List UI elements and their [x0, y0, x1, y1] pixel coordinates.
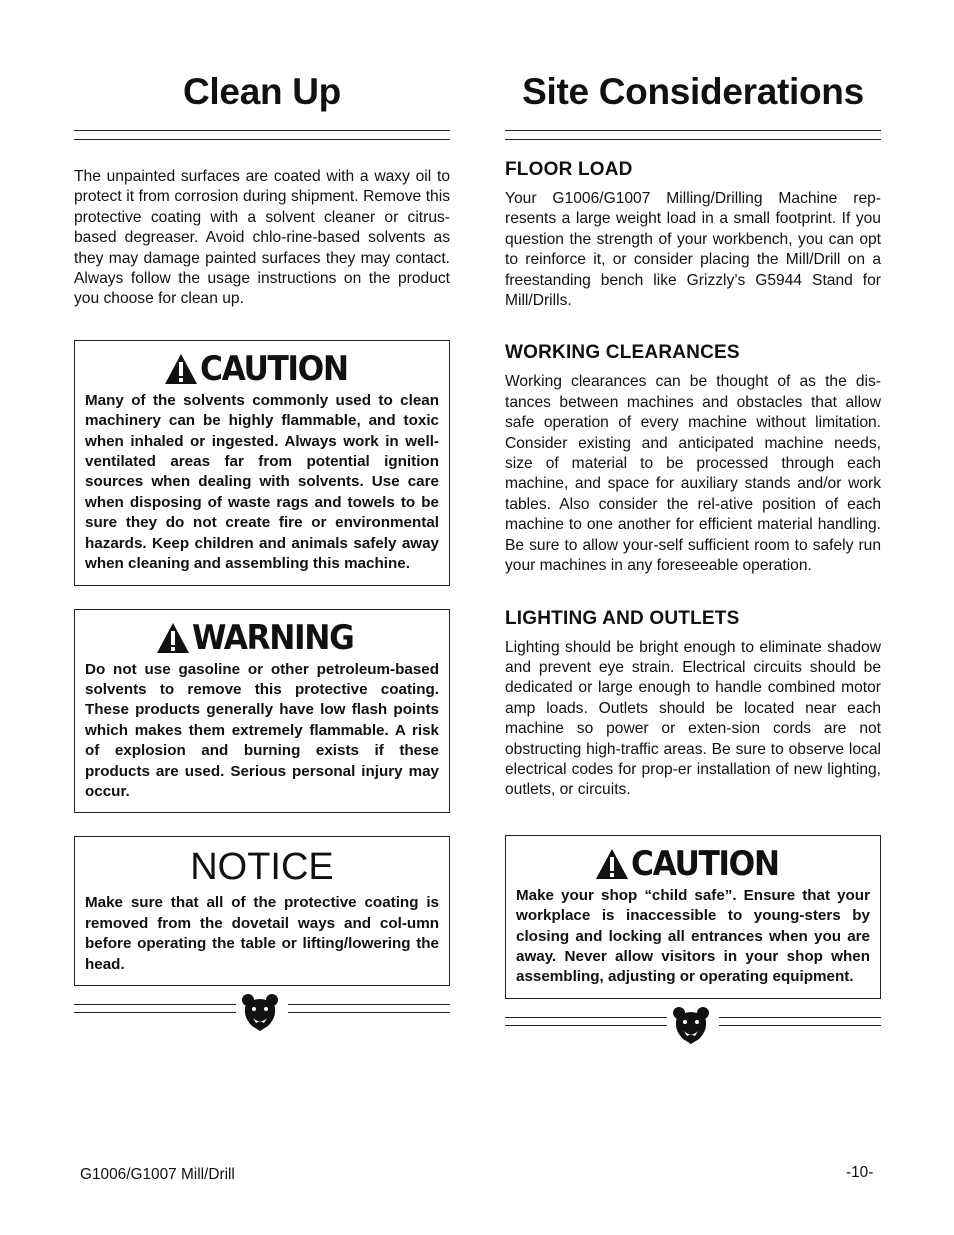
title-rule — [74, 130, 450, 140]
bear-logo-icon — [240, 992, 280, 1032]
footer-page-number: -10- — [846, 1164, 874, 1181]
site-considerations-column — [505, 70, 881, 1045]
working-clearances-text: Working clearances can be thought of as the dis-tances between machines and obstacles that allow safe operation of every machine without limitation. Consider existing and anticipated machine needs, size of material to be processed through each machine, and space for auxiliary stands and/or work tables. Also consider the rel-ative position of each machine to one another for efficient material handling. Be sure to allow your-self sufficient room to safely run your machines in any foreseeable operation. — [505, 373, 881, 575]
notice-label: NOTICE — [190, 846, 334, 889]
floor-load-heading: FLOOR LOAD — [505, 159, 633, 180]
lighting-outlets-heading: LIGHTING AND OUTLETS — [505, 607, 740, 629]
warning-signal — [85, 616, 439, 660]
notice-text: Make sure that all of the protective coating is removed from the dovetail ways and col-umn before operating the table or lifting/lowering the head. — [85, 894, 439, 973]
clean-up-intro: The unpainted surfaces are coated with a waxy oil to protect it from corrosion during shipment. Remove this protective coating with a solvent cleaner or citrus-based degreaser. Avoid chlo-rine-based solvents as they may damage painted surfaces they may contact. Always follow the usage instructions on the product you choose for clean up. — [74, 168, 450, 308]
lighting-outlets-section — [505, 607, 881, 801]
clean-up-title: Clean Up — [183, 71, 341, 112]
section-end-divider — [74, 992, 450, 1032]
notice-box-coating — [74, 836, 450, 986]
footer-model: G1006/G1007 Mill/Drill — [80, 1166, 235, 1183]
floor-load-section — [505, 158, 881, 311]
exclamation-triangle-icon — [595, 848, 629, 880]
exclamation-triangle-icon — [164, 353, 198, 385]
caution-box-solvents — [74, 340, 450, 586]
caution-text: Make your shop “child safe”. Ensure that your workplace is inaccessible to young-sters by closing and locking all entrances when you are away. Never allow visitors in your shop when assembling, adjusting or operating equipment. — [516, 886, 870, 986]
working-clearances-heading: WORKING CLEARANCES — [505, 342, 740, 364]
caution-text: Many of the solvents commonly used to clean machinery can be highly flammable, and toxic when inhaled or ingested. Always work in well-ventilated areas far from potential ignition sources when dealing with solvents. Use care when disposing of waste rags and towels to be sure they do not create fire or environmental hazards. Keep children and animals safely away when cleaning and assembling this machine. — [85, 391, 439, 573]
title-rule — [505, 130, 881, 140]
caution-signal — [85, 347, 439, 391]
caution-signal — [516, 842, 870, 886]
warning-text: Do not use gasoline or other petroleum-based solvents to remove this protective coating. These products generally have low flash points which makes them extremely flammable. A risk of explosion and burning exists if these products are used. Serious personal injury may occur. — [85, 660, 439, 800]
floor-load-text: Your G1006/G1007 Milling/Drilling Machine rep-resents a large weight load in a small footprint. If you question the strength of your workbench, you can opt to reinforce it, or consider placing the Mill/Drill on a freestanding bench like Grizzly’s G5944 Stand for Mill/Drills. — [505, 190, 881, 310]
working-clearances-section — [505, 341, 881, 576]
section-end-divider — [505, 1005, 881, 1045]
clean-up-column — [74, 70, 450, 1032]
exclamation-triangle-icon — [156, 622, 190, 654]
warning-box-gasoline — [74, 609, 450, 814]
bear-logo-icon — [671, 1005, 711, 1045]
caution-box-child-safe — [505, 835, 881, 999]
lighting-outlets-text: Lighting should be bright enough to eliminate shadow and prevent eye strain. Electrical circuits should be dedicated or large enough to handle combined motor amp loads. Outlets should be located near each machine so power or exten-sion cords are not obstructing high-traffic areas. Be sure to observe local electrical codes for prop-er installation of new lighting, outlets, or circuits. — [505, 638, 881, 799]
site-considerations-title: Site Considerations — [522, 71, 864, 112]
caution-label: CAUTION — [630, 843, 779, 884]
warning-label: WARNING — [192, 617, 354, 658]
caution-label: CAUTION — [199, 348, 348, 389]
